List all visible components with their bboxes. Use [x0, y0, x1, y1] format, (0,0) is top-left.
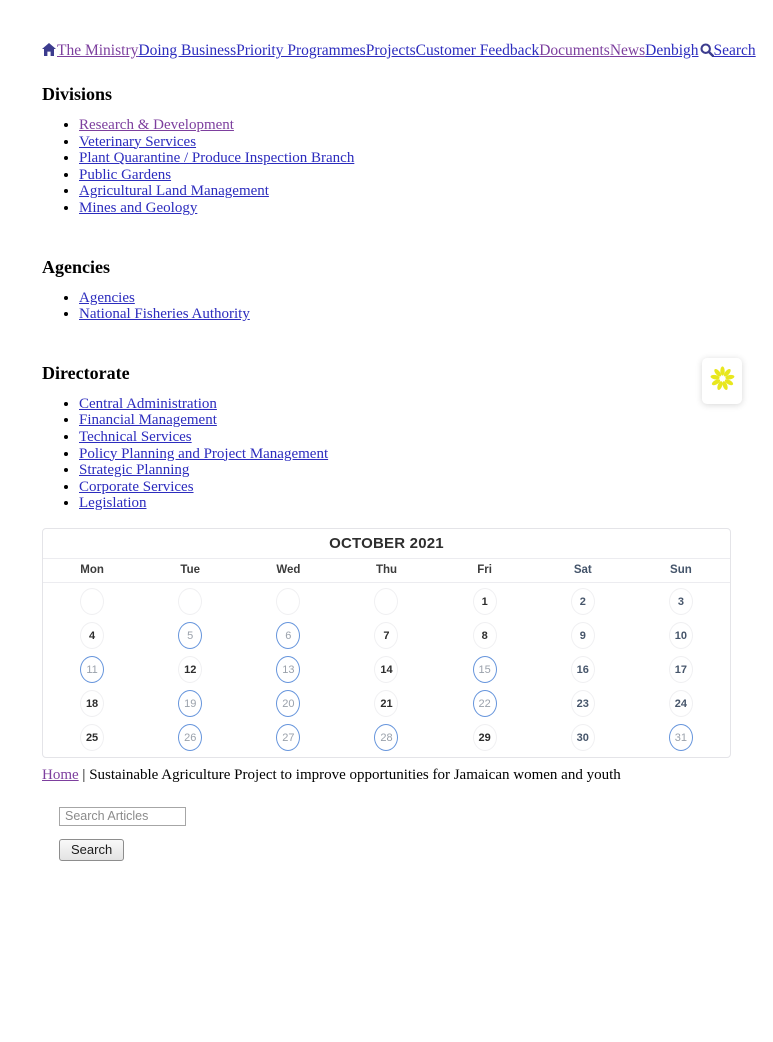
section-directorate — [42, 363, 731, 512]
calendar-day-blank — [374, 588, 398, 615]
calendar-day-27-event[interactable]: 27 — [276, 724, 300, 751]
list-item — [79, 479, 731, 496]
calendar-day-31-event[interactable]: 31 — [669, 724, 693, 751]
calendar-cell — [43, 653, 141, 687]
calendar-cell — [534, 687, 632, 721]
nav-link-priority-programmes[interactable]: Priority Programmes — [236, 42, 366, 59]
link-strategic-planning[interactable]: Strategic Planning — [79, 462, 190, 479]
calendar-day-7: 7 — [374, 622, 398, 649]
weekday-fri: Fri — [477, 564, 492, 577]
breadcrumb — [42, 767, 731, 784]
link-policy-planning-and-project-management[interactable]: Policy Planning and Project Management — [79, 445, 329, 462]
nav-link-doing-business[interactable]: Doing Business — [138, 42, 237, 59]
calendar-cell — [534, 653, 632, 687]
calendar-day-16: 16 — [571, 656, 595, 683]
calendar-day-18: 18 — [80, 690, 104, 717]
calendar-cell — [43, 619, 141, 653]
section-title-divisions: Divisions — [42, 84, 113, 104]
calendar-day-4: 4 — [80, 622, 104, 649]
weekday-wed: Wed — [276, 564, 301, 577]
list-item — [79, 495, 731, 512]
section-list — [42, 396, 731, 512]
calendar-cell — [337, 721, 435, 755]
calendar-cell — [239, 721, 337, 755]
link-legislation[interactable]: Legislation — [79, 495, 147, 512]
calendar-day-6-event[interactable]: 6 — [276, 622, 300, 649]
asterisk-icon — [709, 365, 736, 397]
breadcrumb-home-link[interactable]: Home — [42, 766, 79, 783]
calendar-day-2: 2 — [571, 588, 595, 615]
calendar-day-22-event[interactable]: 22 — [473, 690, 497, 717]
calendar-day-24: 24 — [669, 690, 693, 717]
weekday-tue: Tue — [180, 564, 200, 577]
link-central-administration[interactable]: Central Administration — [79, 395, 217, 412]
calendar-day-13-event[interactable]: 13 — [276, 656, 300, 683]
list-item — [79, 306, 731, 323]
section-title-agencies: Agencies — [42, 256, 110, 277]
calendar-day-19-event[interactable]: 19 — [178, 690, 202, 717]
calendar-day-14: 14 — [374, 656, 398, 683]
calendar-day-10: 10 — [669, 622, 693, 649]
calendar-cell — [534, 619, 632, 653]
calendar-day-29: 29 — [473, 724, 497, 751]
calendar-cell — [141, 653, 239, 687]
link-sections — [42, 84, 731, 512]
calendar-cell — [239, 653, 337, 687]
calendar-day-12: 12 — [178, 656, 202, 683]
list-item — [79, 396, 731, 413]
calendar-cell — [239, 687, 337, 721]
calendar-cell — [141, 687, 239, 721]
link-public-gardens[interactable]: Public Gardens — [79, 166, 172, 183]
calendar-cell — [632, 687, 730, 721]
link-agencies[interactable]: Agencies — [79, 289, 135, 306]
list-item — [79, 117, 731, 134]
list-item — [79, 429, 731, 446]
list-item — [79, 412, 731, 429]
weekday-mon: Mon — [80, 564, 104, 577]
link-financial-management[interactable]: Financial Management — [79, 412, 217, 429]
calendar-cell — [534, 721, 632, 755]
nav-link-documents[interactable]: Documents — [539, 42, 610, 59]
page-title: Sustainable Agriculture Project to improve opportunities for Jamaican women and youth — [89, 766, 621, 783]
calendar-cell — [141, 721, 239, 755]
calendar-day-3: 3 — [669, 588, 693, 615]
list-item — [79, 446, 731, 463]
calendar-grid — [43, 583, 730, 757]
calendar-day-15-event[interactable]: 15 — [473, 656, 497, 683]
calendar-day-8: 8 — [473, 622, 497, 649]
calendar-day-21: 21 — [374, 690, 398, 717]
calendar-cell — [43, 687, 141, 721]
top-nav — [42, 42, 756, 61]
nav-link-search[interactable]: Search — [713, 42, 756, 59]
calendar-cell — [43, 585, 141, 619]
link-corporate-services[interactable]: Corporate Services — [79, 478, 194, 495]
calendar-cell — [141, 585, 239, 619]
nav-link-the-ministry[interactable]: The Ministry — [57, 42, 139, 59]
section-list — [42, 117, 731, 217]
list-item — [79, 200, 731, 217]
list-item — [79, 290, 731, 307]
search-icon[interactable] — [700, 43, 714, 61]
calendar-cell — [141, 619, 239, 653]
calendar-cell — [239, 619, 337, 653]
link-plant-quarantine-produce-inspection-branch[interactable]: Plant Quarantine / Produce Inspection Branch — [79, 150, 355, 167]
link-veterinary-services[interactable]: Veterinary Services — [79, 133, 197, 150]
calendar-cell — [436, 619, 534, 653]
calendar-cell — [337, 687, 435, 721]
calendar-cell — [436, 653, 534, 687]
weekday-sat: Sat — [573, 564, 592, 577]
calendar-cell — [534, 585, 632, 619]
section-title-directorate: Directorate — [42, 362, 130, 383]
calendar-cell — [632, 653, 730, 687]
link-mines-and-geology[interactable]: Mines and Geology — [79, 199, 198, 216]
calendar-cell — [239, 585, 337, 619]
weekday-thu: Thu — [375, 564, 398, 577]
calendar-cell — [436, 687, 534, 721]
list-item — [79, 134, 731, 151]
section-list — [42, 290, 731, 323]
nav-link-projects[interactable]: Projects — [365, 42, 416, 59]
calendar-day-26-event[interactable]: 26 — [178, 724, 202, 751]
calendar-day-23: 23 — [571, 690, 595, 717]
calendar-day-30: 30 — [571, 724, 595, 751]
section-divisions — [42, 84, 731, 217]
list-item — [79, 183, 731, 200]
nav-link-denbigh[interactable]: Denbigh — [645, 42, 699, 59]
calendar-day-17: 17 — [669, 656, 693, 683]
calendar-weekday-header — [43, 559, 730, 583]
search-articles-button[interactable]: Search — [59, 839, 124, 861]
calendar-title: OCTOBER 2021 — [43, 529, 730, 559]
calendar-day-blank — [276, 588, 300, 615]
section-agencies — [42, 257, 731, 323]
calendar-day-5-event[interactable]: 5 — [178, 622, 202, 649]
nav-link-news[interactable]: News — [609, 42, 646, 59]
top-nav-links — [57, 42, 699, 59]
calendar-cell — [337, 585, 435, 619]
calendar-day-11-event[interactable]: 11 — [80, 656, 104, 683]
calendar-cell — [337, 619, 435, 653]
calendar-day-1: 1 — [473, 588, 497, 615]
calendar-day-28-event[interactable]: 28 — [374, 724, 398, 751]
accessibility-widget-button[interactable] — [702, 358, 742, 404]
list-item — [79, 462, 731, 479]
calendar-cell — [43, 721, 141, 755]
nav-link-customer-feedback[interactable]: Customer Feedback — [415, 42, 540, 59]
calendar-day-20-event[interactable]: 20 — [276, 690, 300, 717]
calendar-cell — [632, 585, 730, 619]
home-icon[interactable] — [42, 43, 56, 60]
calendar-cell — [436, 585, 534, 619]
calendar-cell — [632, 619, 730, 653]
events-calendar — [42, 528, 731, 758]
calendar-cell — [436, 721, 534, 755]
list-item — [79, 167, 731, 184]
calendar-day-blank — [80, 588, 104, 615]
link-national-fisheries-authority[interactable]: National Fisheries Authority — [79, 306, 250, 323]
calendar-day-blank — [178, 588, 202, 615]
search-articles-input[interactable] — [59, 807, 186, 826]
link-research-development[interactable]: Research & Development — [79, 117, 234, 133]
calendar-day-25: 25 — [80, 724, 104, 751]
breadcrumb-separator: | — [78, 766, 90, 783]
calendar-cell — [632, 721, 730, 755]
calendar-day-9: 9 — [571, 622, 595, 649]
list-item — [79, 150, 731, 167]
calendar-cell — [337, 653, 435, 687]
link-technical-services[interactable]: Technical Services — [79, 428, 192, 445]
link-agricultural-land-management[interactable]: Agricultural Land Management — [79, 183, 269, 200]
weekday-sun: Sun — [670, 564, 692, 577]
